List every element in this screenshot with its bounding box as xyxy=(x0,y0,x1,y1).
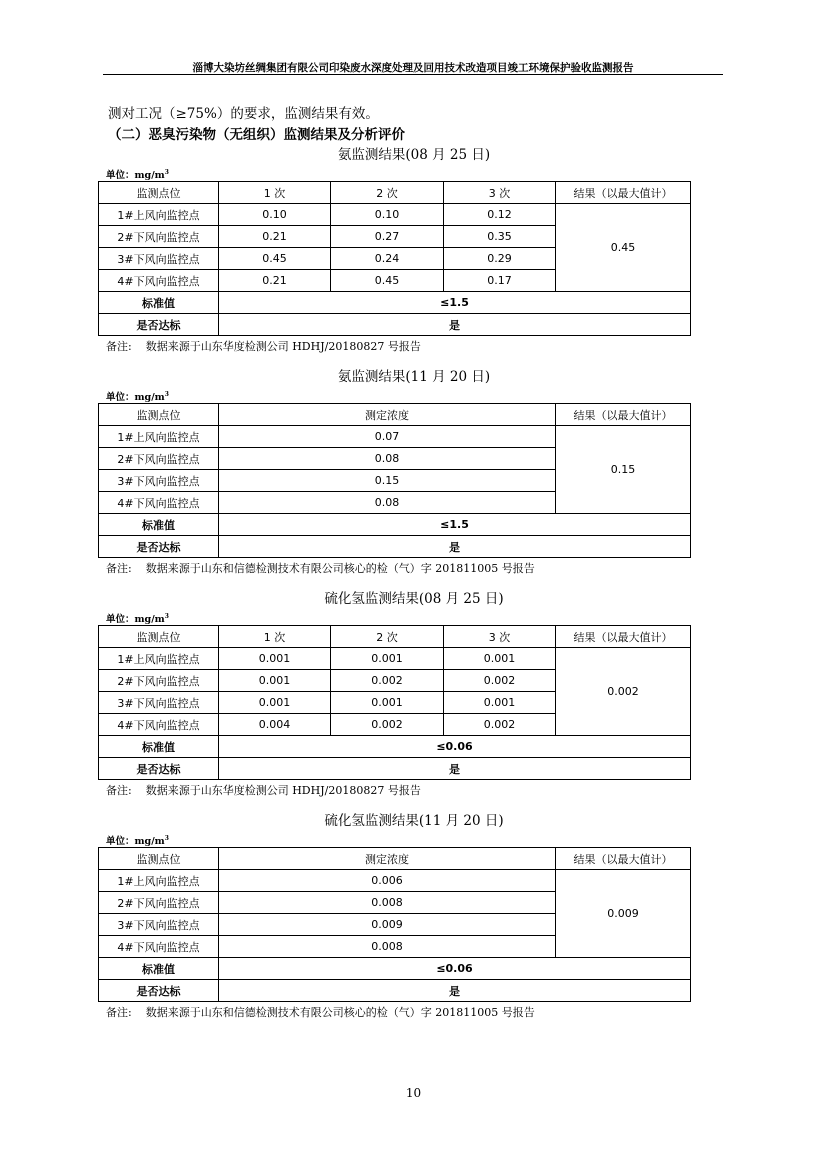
value-cell: 0.001 xyxy=(219,692,331,714)
value-cell: 0.15 xyxy=(219,470,556,492)
unit-label: 单位：$mg/m^3$ xyxy=(106,835,169,848)
table-title: 硫化氢监测结果(11 月 20 日) xyxy=(324,813,504,829)
value-cell: 0.004 xyxy=(219,714,331,736)
header-cell: 1 次 xyxy=(219,182,331,204)
value-cell: 0.008 xyxy=(219,892,556,914)
header-cell: 结果（以最大值计） xyxy=(556,404,691,426)
compliance-value: 是 xyxy=(219,758,691,780)
standard-label: 标准值 xyxy=(99,292,219,314)
result-cell: 0.009 xyxy=(556,870,691,958)
value-cell: 0.10 xyxy=(219,204,331,226)
unit-label: 单位：$mg/m^3$ xyxy=(106,391,169,404)
point-cell: 3#下风向监控点 xyxy=(99,692,219,714)
point-cell: 1#上风向监控点 xyxy=(99,204,219,226)
result-cell: 0.45 xyxy=(556,204,691,292)
value-cell: 0.08 xyxy=(219,448,556,470)
point-cell: 2#下风向监控点 xyxy=(99,448,219,470)
standard-value: ≤1.5 xyxy=(219,514,691,536)
header-cell: 监测点位 xyxy=(99,848,219,870)
page-number: 10 xyxy=(405,1086,422,1100)
table-note: 备注: 数据来源于山东和信德检测技术有限公司核心的检（气）字 201811005 号报告 xyxy=(106,1006,535,1019)
intro-line: 测对工况（≥75%）的要求，监测结果有效。 xyxy=(108,106,379,122)
value-cell: 0.29 xyxy=(444,248,556,270)
value-cell: 0.001 xyxy=(219,670,331,692)
value-cell: 0.21 xyxy=(219,226,331,248)
header-cell: 3 次 xyxy=(444,626,556,648)
header-cell: 结果（以最大值计） xyxy=(556,848,691,870)
compliance-label: 是否达标 xyxy=(99,536,219,558)
compliance-value: 是 xyxy=(219,980,691,1002)
value-cell: 0.17 xyxy=(444,270,556,292)
value-cell: 0.002 xyxy=(331,670,444,692)
value-cell: 0.08 xyxy=(219,492,556,514)
compliance-row xyxy=(99,758,691,780)
standard-row xyxy=(99,736,691,758)
table-row xyxy=(99,426,691,448)
compliance-label: 是否达标 xyxy=(99,758,219,780)
standard-row xyxy=(99,514,691,536)
standard-label: 标准值 xyxy=(99,958,219,980)
compliance-label: 是否达标 xyxy=(99,314,219,336)
point-cell: 4#下风向监控点 xyxy=(99,492,219,514)
table-title: 氨监测结果(08 月 25 日) xyxy=(337,147,491,163)
monitoring-table xyxy=(98,181,691,336)
header-cell: 监测点位 xyxy=(99,404,219,426)
point-cell: 2#下风向监控点 xyxy=(99,892,219,914)
compliance-row xyxy=(99,536,691,558)
value-cell: 0.001 xyxy=(444,648,556,670)
value-cell: 0.24 xyxy=(331,248,444,270)
compliance-row xyxy=(99,314,691,336)
table-row xyxy=(99,204,691,226)
value-cell: 0.001 xyxy=(219,648,331,670)
point-cell: 4#下风向监控点 xyxy=(99,936,219,958)
unit-label: 单位：$mg/m^3$ xyxy=(106,613,169,626)
table-header-row xyxy=(99,626,691,648)
point-cell: 1#上风向监控点 xyxy=(99,648,219,670)
monitoring-block xyxy=(98,145,690,355)
standard-label: 标准值 xyxy=(99,736,219,758)
value-cell: 0.002 xyxy=(444,670,556,692)
monitoring-block xyxy=(98,811,690,1021)
point-cell: 3#下风向监控点 xyxy=(99,248,219,270)
table-note: 备注: 数据来源于山东华度检测公司 HDHJ/20180827 号报告 xyxy=(106,340,421,353)
point-cell: 4#下风向监控点 xyxy=(99,270,219,292)
header-cell: 2 次 xyxy=(331,182,444,204)
table-note: 备注: 数据来源于山东和信德检测技术有限公司核心的检（气）字 201811005 号报告 xyxy=(106,562,535,575)
report-header-title: 淄博大染坊丝绸集团有限公司印染废水深度处理及回用技术改造项目竣工环境保护验收监测报告 xyxy=(192,62,634,74)
header-cell: 监测点位 xyxy=(99,182,219,204)
result-cell: 0.15 xyxy=(556,426,691,514)
value-cell: 0.35 xyxy=(444,226,556,248)
value-cell: 0.45 xyxy=(331,270,444,292)
value-cell: 0.001 xyxy=(444,692,556,714)
table-title: 硫化氢监测结果(08 月 25 日) xyxy=(324,591,504,607)
value-cell: 0.45 xyxy=(219,248,331,270)
standard-label: 标准值 xyxy=(99,514,219,536)
table-header-row xyxy=(99,848,691,870)
value-cell: 0.07 xyxy=(219,426,556,448)
point-cell: 3#下风向监控点 xyxy=(99,914,219,936)
point-cell: 4#下风向监控点 xyxy=(99,714,219,736)
header-cell: 测定浓度 xyxy=(219,404,556,426)
point-cell: 2#下风向监控点 xyxy=(99,226,219,248)
compliance-value: 是 xyxy=(219,314,691,336)
value-cell: 0.006 xyxy=(219,870,556,892)
monitoring-table xyxy=(98,847,691,1002)
point-cell: 1#上风向监控点 xyxy=(99,426,219,448)
value-cell: 0.009 xyxy=(219,914,556,936)
header-cell: 测定浓度 xyxy=(219,848,556,870)
table-note: 备注: 数据来源于山东华度检测公司 HDHJ/20180827 号报告 xyxy=(106,784,421,797)
header-cell: 1 次 xyxy=(219,626,331,648)
value-cell: 0.10 xyxy=(331,204,444,226)
standard-value: ≤1.5 xyxy=(219,292,691,314)
value-cell: 0.001 xyxy=(331,648,444,670)
monitoring-block xyxy=(98,589,690,799)
compliance-value: 是 xyxy=(219,536,691,558)
monitoring-block xyxy=(98,367,690,577)
point-cell: 2#下风向监控点 xyxy=(99,670,219,692)
table-row xyxy=(99,648,691,670)
point-cell: 3#下风向监控点 xyxy=(99,470,219,492)
point-cell: 1#上风向监控点 xyxy=(99,870,219,892)
compliance-label: 是否达标 xyxy=(99,980,219,1002)
table-row xyxy=(99,870,691,892)
header-cell: 3 次 xyxy=(444,182,556,204)
header-cell: 结果（以最大值计） xyxy=(556,626,691,648)
unit-label: 单位：$mg/m^3$ xyxy=(106,169,169,182)
section-heading: （二）恶臭污染物（无组织）监测结果及分析评价 xyxy=(108,127,405,143)
value-cell: 0.001 xyxy=(331,692,444,714)
result-cell: 0.002 xyxy=(556,648,691,736)
standard-value: ≤0.06 xyxy=(219,958,691,980)
table-header-row xyxy=(99,404,691,426)
value-cell: 0.27 xyxy=(331,226,444,248)
header-cell: 结果（以最大值计） xyxy=(556,182,691,204)
standard-value: ≤0.06 xyxy=(219,736,691,758)
value-cell: 0.002 xyxy=(444,714,556,736)
value-cell: 0.12 xyxy=(444,204,556,226)
table-header-row xyxy=(99,182,691,204)
monitoring-table xyxy=(98,403,691,558)
table-title: 氨监测结果(11 月 20 日) xyxy=(337,369,491,385)
value-cell: 0.008 xyxy=(219,936,556,958)
header-divider xyxy=(103,74,723,75)
monitoring-table xyxy=(98,625,691,780)
standard-row xyxy=(99,292,691,314)
header-cell: 监测点位 xyxy=(99,626,219,648)
header-cell: 2 次 xyxy=(331,626,444,648)
value-cell: 0.21 xyxy=(219,270,331,292)
standard-row xyxy=(99,958,691,980)
value-cell: 0.002 xyxy=(331,714,444,736)
compliance-row xyxy=(99,980,691,1002)
